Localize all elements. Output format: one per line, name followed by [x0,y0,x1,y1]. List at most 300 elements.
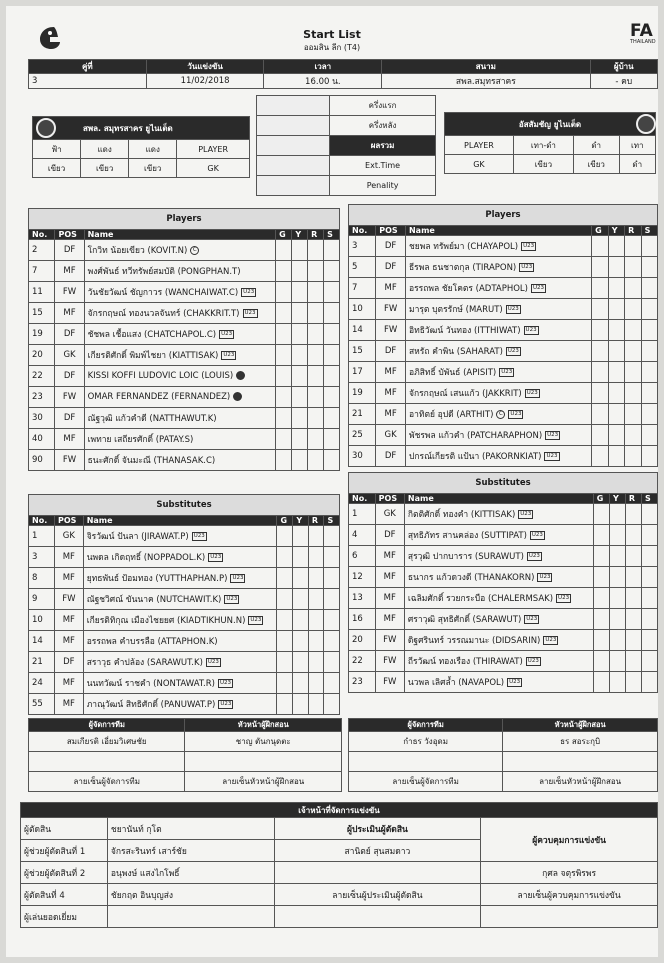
stat-cell-g[interactable] [276,240,292,261]
stat-cell-y[interactable] [293,610,308,631]
stat-cell-s[interactable] [641,257,657,278]
stat-cell-r[interactable] [308,240,324,261]
stat-cell-s[interactable] [324,240,340,261]
stat-cell-r[interactable] [308,652,324,673]
away-gk-kit-cell: เขียว [513,155,573,174]
player-position: MF [55,568,84,589]
stat-cell-y[interactable] [610,651,626,672]
stat-cell-y[interactable] [293,547,308,568]
stat-cell-g[interactable] [592,236,609,257]
player-number: 9 [29,589,55,610]
stat-cell-y[interactable] [608,299,624,320]
stat-cell-g[interactable] [276,303,292,324]
player-position: FW [55,387,84,408]
stat-cell-s[interactable] [642,630,658,651]
stat-cell-r[interactable] [308,589,324,610]
stat-cell-s[interactable] [324,631,340,652]
player-row [349,651,658,672]
player-position: DF [55,652,84,673]
stat-cell-g[interactable] [593,672,609,693]
stat-cell-r[interactable] [308,408,324,429]
stat-cell-g[interactable] [277,631,293,652]
stat-cell-g[interactable] [592,341,609,362]
stat-cell-g[interactable] [593,525,609,546]
stat-cell-g[interactable] [592,425,609,446]
stat-cell-y[interactable] [293,526,308,547]
stat-cell-r[interactable] [625,588,641,609]
stat-cell-r[interactable] [625,257,642,278]
stat-cell-y[interactable] [292,240,308,261]
column-header-y: Y [292,230,308,240]
stat-cell-y[interactable] [610,504,626,525]
stat-cell-g[interactable] [592,383,609,404]
stat-cell-r[interactable] [625,504,641,525]
player-name-cell [404,651,593,672]
home-team-box [32,116,250,178]
stat-cell-s[interactable] [642,546,658,567]
player-name-cell [84,282,276,303]
player-number: 22 [29,366,55,387]
stat-cell-y[interactable] [292,429,308,450]
player-name-cell [404,567,593,588]
player-number: 90 [29,450,55,471]
player-row [29,694,340,715]
player-name: เกียรติศักดิ์ พิมพ์ไชยา (KIATTISAK) [87,351,219,361]
player-name-cell [84,324,276,345]
column-header-r: R [308,516,324,526]
assessor-signature-label: ลายเซ็นผู้ประเมินผู้ตัดสิน [274,884,481,906]
stat-cell-y[interactable] [293,568,308,589]
u23-badge: U23 [527,658,539,664]
stat-cell-y[interactable] [292,282,308,303]
stat-cell-s[interactable] [324,450,340,471]
column-header-name: Name [404,494,593,504]
player-position: MF [55,631,84,652]
stat-cell-y[interactable] [608,236,624,257]
match-host: - คบ [590,74,657,89]
stat-cell-r[interactable] [308,387,324,408]
assessor-name: สานิตย์ สุนสมดาว [274,840,481,862]
stat-cell-r[interactable] [308,282,324,303]
player-name-cell [405,425,591,446]
player-number: 24 [29,673,55,694]
player-row [29,568,340,589]
official-role: ผู้ตัดสิน [21,818,108,840]
stat-cell-y[interactable] [610,567,626,588]
stat-cell-g[interactable] [593,630,609,651]
player-name-cell [405,236,591,257]
stat-cell-s[interactable] [641,236,657,257]
official-name: อนุพงษ์ แสงไกโพธิ์ [107,862,274,884]
stat-cell-s[interactable] [324,345,340,366]
player-row [29,303,340,324]
stat-cell-s[interactable] [641,299,657,320]
stat-cell-s[interactable] [324,408,340,429]
stat-cell-s[interactable] [641,425,657,446]
stat-cell-y[interactable] [293,631,308,652]
stat-cell-g[interactable] [277,652,293,673]
stat-cell-r[interactable] [308,261,324,282]
stat-cell-g[interactable] [592,257,609,278]
player-name: ปกรณ์เกียรติ แป้นา (PAKORNKIAT) [408,452,542,462]
player-position: DF [375,525,404,546]
stat-cell-g[interactable] [276,324,292,345]
stat-cell-r[interactable] [308,610,324,631]
u23-badge: U23 [523,243,535,249]
away-manager-header: ผู้จัดการทีม [349,719,503,732]
stat-cell-y[interactable] [608,320,624,341]
stat-cell-s[interactable] [324,589,340,610]
player-name-cell [404,588,593,609]
player-position: DF [55,324,84,345]
official-name: ชัยกฤต อินบุญส่ง [107,884,274,906]
stat-cell-s[interactable] [324,261,340,282]
stat-cell-g[interactable] [276,261,292,282]
player-name-cell [405,278,591,299]
stat-cell-r[interactable] [625,236,642,257]
stat-cell-y[interactable] [292,387,308,408]
stat-cell-s[interactable] [324,429,340,450]
player-number: 55 [29,694,55,715]
stat-cell-s[interactable] [324,526,340,547]
stat-cell-g[interactable] [276,450,292,471]
player-row [29,261,340,282]
player-position: DF [376,236,406,257]
stat-cell-g[interactable] [592,404,609,425]
stat-cell-r[interactable] [625,651,641,672]
stat-cell-s[interactable] [324,610,340,631]
player-number: 23 [29,387,55,408]
u23-badge: U23 [507,306,519,312]
stat-cell-y[interactable] [610,630,626,651]
stat-cell-y[interactable] [610,525,626,546]
time-header: เวลา [264,60,382,74]
u23-badge: U23 [509,679,521,685]
player-row [29,387,340,408]
stat-cell-r[interactable] [625,609,641,630]
stat-cell-y[interactable] [610,546,626,567]
u23-badge: U23 [521,264,533,270]
stat-cell-s[interactable] [324,652,340,673]
player-row [29,345,340,366]
u23-badge: U23 [221,331,233,337]
u23-badge: U23 [526,616,538,622]
player-row [349,630,658,651]
player-number: 2 [29,240,55,261]
stat-cell-g[interactable] [592,446,609,467]
stat-cell-y[interactable] [292,408,308,429]
player-position: MF [375,567,404,588]
stat-cell-y[interactable] [292,450,308,471]
stat-cell-r[interactable] [308,303,324,324]
stat-cell-y[interactable] [292,303,308,324]
stat-cell-y[interactable] [292,366,308,387]
stat-cell-g[interactable] [592,278,609,299]
stat-cell-y[interactable] [292,324,308,345]
player-name-cell [83,589,277,610]
stat-cell-r[interactable] [625,404,642,425]
stat-cell-r[interactable] [308,324,324,345]
match-no-header: คู่ที่ [29,60,147,74]
home-coach-header: หัวหน้าผู้ฝึกสอน [185,719,342,732]
stat-cell-s[interactable] [324,324,340,345]
stat-cell-r[interactable] [308,568,324,589]
u23-badge: U23 [525,327,537,333]
home-gk-kit-cell: GK [177,159,250,178]
player-number: 10 [29,610,55,631]
stat-cell-y[interactable] [608,404,624,425]
official-role: ผู้เล่นยอดเยี่ยม [21,906,108,928]
stat-cell-g[interactable] [593,651,609,672]
player-row [29,589,340,610]
stat-cell-s[interactable] [641,341,657,362]
stat-cell-g[interactable] [593,567,609,588]
table-caption: Players [349,205,658,226]
stat-cell-y[interactable] [610,588,626,609]
player-name-cell [405,320,591,341]
player-row [349,546,658,567]
player-name: ภาณุวัฒน์ สิทธิศักดิ์ (PANUWAT.P) [86,700,216,710]
stat-cell-r[interactable] [625,341,642,362]
home-kit-cell: แดง [129,140,177,159]
player-name-cell [404,504,593,525]
total-label: ผลรวม [330,136,436,156]
player-name: สราวุธ คำปล้อง (SARAWUT.K) [86,658,203,668]
player-position: MF [376,404,406,425]
first-half-label: ครึ่งแรก [330,96,436,116]
venue-header: สนาม [382,60,590,74]
stat-cell-r[interactable] [625,362,642,383]
stat-cell-r[interactable] [308,694,324,715]
player-number: 25 [349,425,376,446]
stat-cell-g[interactable] [277,673,293,694]
stat-cell-g[interactable] [277,526,293,547]
stat-cell-s[interactable] [324,568,340,589]
player-name: เพทาย เสถียรศักดิ์ (PATAY.S) [87,435,194,445]
stat-cell-y[interactable] [292,345,308,366]
u23-badge: U23 [193,533,205,539]
away-team-name: อัสสัมชัญ ยูไนเต็ด [445,113,656,136]
player-position: FW [375,630,404,651]
player-number: 30 [29,408,55,429]
stat-cell-r[interactable] [625,630,641,651]
column-header-pos: POS [55,230,84,240]
player-row [349,383,658,404]
player-position: MF [55,261,84,282]
official-role: ผู้ตัดสินที่ 4 [21,884,108,906]
stat-cell-s[interactable] [642,651,658,672]
home-manager-signature-label: ลายเซ็นผู้จัดการทีม [29,772,185,792]
home-signature-table [28,718,342,792]
stat-cell-g[interactable] [276,282,292,303]
player-position: MF [375,546,404,567]
stat-cell-g[interactable] [592,320,609,341]
player-name: กิตติศักดิ์ ทองคำ (KITTISAK) [407,510,516,520]
stat-cell-g[interactable] [593,546,609,567]
player-row [349,567,658,588]
stat-cell-g[interactable] [592,362,609,383]
stat-cell-g[interactable] [276,429,292,450]
home-players-table [28,208,340,471]
player-number: 15 [349,341,376,362]
player-row [29,631,340,652]
table-caption: Players [29,209,340,230]
u23-badge: U23 [547,432,559,438]
stat-cell-y[interactable] [293,673,308,694]
stat-cell-r[interactable] [308,526,324,547]
u23-badge: U23 [207,659,219,665]
away-gk-kit-cell: GK [445,155,514,174]
host-header: ผู้บ้าน [590,60,657,74]
away-gk-kit-cell: ดำ [619,155,655,174]
stat-cell-r[interactable] [308,547,324,568]
fa-thailand-logo: FA THAILAND [630,21,656,45]
stat-cell-y[interactable] [608,446,624,467]
player-number: 7 [29,261,55,282]
stat-cell-y[interactable] [608,278,624,299]
player-name: ธนากร แก้วดวงดี (THANAKORN) [407,573,535,583]
player-name-cell [405,299,591,320]
stat-cell-g[interactable] [277,589,293,610]
stat-cell-g[interactable] [276,345,292,366]
player-position: DF [55,408,84,429]
page-title: Start List [303,28,361,41]
stat-cell-g[interactable] [276,408,292,429]
home-coach-name: ชาญ ตันกนุดตะ [185,732,342,752]
column-header-g: G [277,516,293,526]
away-gk-kit-cell: เขียว [573,155,619,174]
player-number: 19 [29,324,55,345]
stat-cell-r[interactable] [308,429,324,450]
stat-cell-g[interactable] [277,568,293,589]
stat-cell-s[interactable] [641,362,657,383]
stat-cell-s[interactable] [324,366,340,387]
home-gk-kit-cell: เขียว [33,159,81,178]
u23-badge: U23 [526,390,538,396]
stat-cell-s[interactable] [641,404,657,425]
stat-cell-y[interactable] [293,694,308,715]
stat-cell-y[interactable] [610,672,626,693]
stat-cell-s[interactable] [641,320,657,341]
stat-cell-y[interactable] [293,652,308,673]
player-number: 10 [349,299,376,320]
player-row [29,450,340,471]
official-role: ผู้ช่วยผู้ตัดสินที่ 2 [21,862,108,884]
stat-cell-r[interactable] [625,546,641,567]
player-name: จิรวัฒน์ ปันลา (JIRAWAT.P) [86,532,189,542]
u23-badge: U23 [520,511,532,517]
stat-cell-s[interactable] [642,609,658,630]
stat-cell-s[interactable] [324,282,340,303]
stat-cell-y[interactable] [610,609,626,630]
stat-cell-y[interactable] [608,425,624,446]
stat-cell-s[interactable] [324,694,340,715]
stat-cell-r[interactable] [625,672,641,693]
official-name: ชยานันท์ กุโต [107,818,274,840]
stat-cell-g[interactable] [276,366,292,387]
stat-cell-g[interactable] [593,609,609,630]
player-name-cell [404,525,593,546]
table-caption: Substitutes [29,495,340,516]
stat-cell-r[interactable] [625,567,641,588]
player-row [29,652,340,673]
player-name: อรรถพล ชัยโคตร (ADTAPHOL) [408,284,528,294]
stat-cell-s[interactable] [324,387,340,408]
stat-cell-r[interactable] [625,383,642,404]
stat-cell-y[interactable] [608,383,624,404]
foreign-player-icon [236,371,245,380]
stat-cell-s[interactable] [324,673,340,694]
stat-cell-s[interactable] [642,567,658,588]
stat-cell-s[interactable] [642,525,658,546]
officials-title: เจ้าหน้าที่จัดการแข่งขัน [21,803,658,818]
stat-cell-s[interactable] [641,278,657,299]
player-name: นนทวัฒน์ ราชคำ (NONTAWAT.R) [86,679,215,689]
column-header-y: Y [293,516,308,526]
stat-cell-s[interactable] [324,547,340,568]
stat-cell-r[interactable] [625,320,642,341]
stat-cell-g[interactable] [593,504,609,525]
stat-cell-y[interactable] [608,341,624,362]
stat-cell-r[interactable] [625,525,641,546]
stat-cell-s[interactable] [641,446,657,467]
stat-cell-r[interactable] [308,366,324,387]
stat-cell-y[interactable] [608,362,624,383]
stat-cell-r[interactable] [625,425,642,446]
away-kit-cell: ดำ [573,136,619,155]
u23-badge: U23 [210,554,222,560]
player-name: สุรวุฒิ ปากบาราร (SURAWUT) [407,552,524,562]
player-number: 3 [29,547,55,568]
player-number: 5 [349,257,376,278]
stat-cell-g[interactable] [277,547,293,568]
player-name: พงศ์พันธ์ ทวีทรัพย์สมบัติ (PONGPHAN.T) [87,267,241,277]
stat-cell-r[interactable] [625,446,642,467]
stat-cell-r[interactable] [308,450,324,471]
away-team-box [444,112,656,174]
player-name: นวพล เลิศล้ำ (NAVAPOL) [407,678,505,688]
stat-cell-g[interactable] [593,588,609,609]
stat-cell-y[interactable] [293,589,308,610]
player-number: 14 [349,320,376,341]
u23-badge: U23 [232,575,244,581]
player-name-cell [405,362,591,383]
stat-cell-r[interactable] [625,299,642,320]
stat-cell-s[interactable] [642,504,658,525]
player-position: FW [55,589,84,610]
stat-cell-s[interactable] [324,303,340,324]
stat-cell-g[interactable] [277,694,293,715]
stat-cell-r[interactable] [308,631,324,652]
home-team-crest-icon [36,118,56,138]
player-name: ณัฐวุฒิ แก้วคำดี (NATTHAWUT.K) [87,414,217,424]
stat-cell-r[interactable] [625,278,642,299]
u23-badge: U23 [539,574,551,580]
player-name-cell [84,387,276,408]
stat-cell-r[interactable] [308,673,324,694]
stat-cell-y[interactable] [292,261,308,282]
stat-cell-g[interactable] [592,299,609,320]
u23-badge: U23 [531,532,543,538]
stat-cell-s[interactable] [642,672,658,693]
stat-cell-y[interactable] [608,257,624,278]
stat-cell-s[interactable] [642,588,658,609]
stat-cell-r[interactable] [308,345,324,366]
stat-cell-g[interactable] [276,387,292,408]
stat-cell-g[interactable] [277,610,293,631]
stat-cell-s[interactable] [641,383,657,404]
player-number: 30 [349,446,376,467]
